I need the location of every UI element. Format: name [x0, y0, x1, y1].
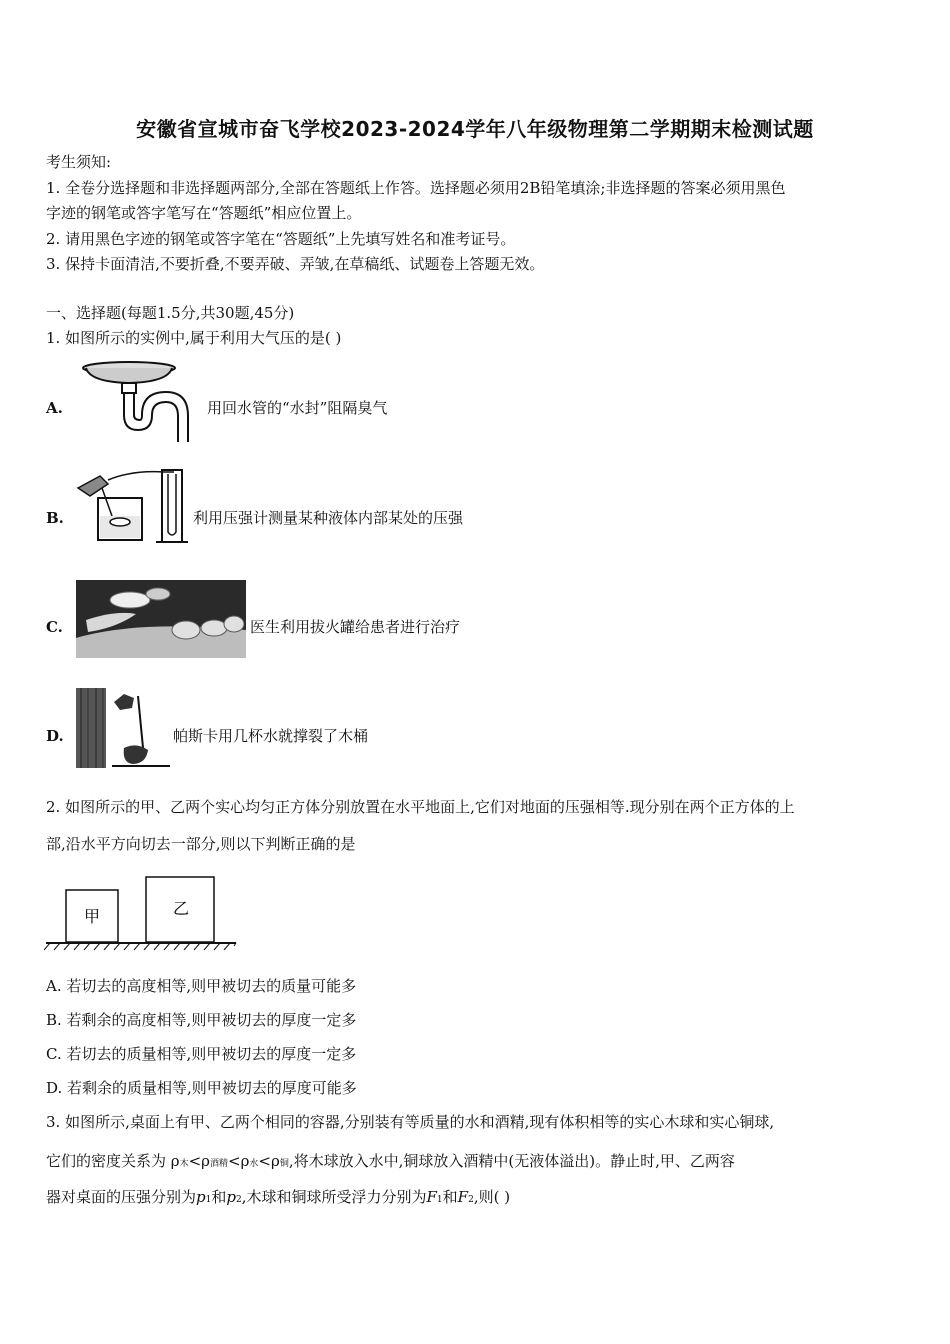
- q2-option-b: B. 若剩余的高度相等,则甲被切去的厚度一定多: [46, 1011, 357, 1029]
- pascal-barrel-illustration: [76, 688, 170, 770]
- q1-option-a-text: 用回水管的“水封”阻隔臭气: [207, 399, 388, 417]
- q2-stem-line-1: 2. 如图所示的甲、乙两个实心均匀正方体分别放置在水平地面上,它们对地面的压强相等.现分别在两个正方体的上: [46, 798, 795, 816]
- q1-option-a-letter: A.: [46, 399, 63, 417]
- notice-item-3: 3. 保持卡面清洁,不要折叠,不要弄破、弄皱,在草稿纸、试题卷上答题无效。: [46, 255, 545, 273]
- q1-option-c-letter: C.: [46, 618, 63, 636]
- notice-item-1: 1. 全卷分选择题和非选择题两部分,全部在答题纸上作答。选择题必须用2B铅笔填涂;非选择题的答案必须用黑色: [46, 179, 786, 197]
- ground-hatching: [44, 943, 236, 950]
- notice-item-1-cont: 字迹的钢笔或答字笔写在“答题纸”相应位置上。: [46, 204, 362, 222]
- q2-option-c: C. 若切去的质量相等,则甲被切去的厚度一定多: [46, 1045, 357, 1063]
- q3-line-3: 器对桌面的压强分别为p1和p2,木球和铜球所受浮力分别为F1和F2,则( ): [46, 1188, 511, 1206]
- section-heading: 一、选择题(每题1.5分,共30题,45分): [46, 304, 295, 322]
- cupping-therapy-photo: [76, 580, 246, 658]
- q3-line-1: 3. 如图所示,桌面上有甲、乙两个相同的容器,分别装有等质量的水和酒精,现有体积相等的实心木球和实心铜球,: [46, 1113, 775, 1131]
- cube-yi-label: 乙: [172, 899, 190, 918]
- q1-option-b-text: 利用压强计测量某种液体内部某处的压强: [193, 509, 464, 527]
- q3-line-2: 它们的密度关系为 ρ木<ρ酒精<ρ水<ρ铜,将木球放入水中,铜球放入酒精中(无液体溢出)。静止时,甲、乙两容: [46, 1152, 735, 1170]
- drain-trap-illustration: [78, 360, 196, 444]
- q1-option-d-text: 帕斯卡用几杯水就撑裂了木桶: [173, 727, 369, 745]
- q2-stem-line-2: 部,沿水平方向切去一部分,则以下判断正确的是: [46, 835, 356, 853]
- q1-option-b-letter: B.: [46, 509, 64, 527]
- q1-option-c-text: 医生利用拔火罐给患者进行治疗: [250, 618, 461, 636]
- q2-option-d: D. 若剩余的质量相等,则甲被切去的厚度可能多: [46, 1079, 357, 1097]
- exam-title: 安徽省宣城市奋飞学校2023-2024学年八年级物理第二学期期末检测试题: [136, 117, 814, 141]
- pressure-gauge-illustration: [72, 466, 192, 546]
- q1-stem: 1. 如图所示的实例中,属于利用大气压的是( ): [46, 329, 342, 347]
- q2-option-a: A. 若切去的高度相等,则甲被切去的质量可能多: [46, 977, 357, 995]
- q1-option-d-letter: D.: [46, 727, 64, 745]
- notice-item-2: 2. 请用黑色字迹的钢笔或答字笔在“答题纸”上先填写姓名和准考证号。: [46, 230, 516, 248]
- cubes-diagram: [44, 874, 240, 954]
- notice-heading: 考生须知:: [46, 153, 112, 171]
- cube-jia-label: 甲: [83, 907, 101, 926]
